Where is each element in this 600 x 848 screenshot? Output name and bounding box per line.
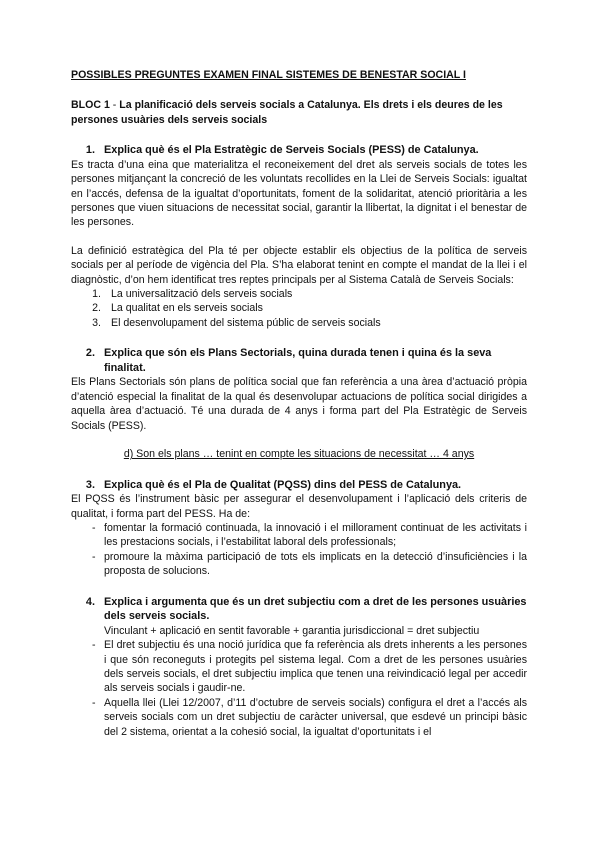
question-3-heading bbox=[71, 478, 527, 493]
document-page bbox=[71, 68, 527, 739]
list-item-text: promoure la màxima participació de tots els implicats en la detecció d’insuficiències i la proposta de solucions. bbox=[104, 550, 527, 578]
dash-bullet: - bbox=[92, 696, 96, 709]
list-item-text: La universalització dels serveis socials bbox=[111, 288, 293, 301]
question-1-number: 1. bbox=[85, 144, 95, 157]
question-2-heading bbox=[71, 346, 527, 375]
question-1-list bbox=[71, 287, 527, 330]
list-item bbox=[71, 287, 527, 301]
bloc-heading bbox=[71, 98, 527, 127]
dash-bullet: - bbox=[92, 639, 96, 652]
list-item-number: 1. bbox=[92, 288, 101, 301]
question-4-title: Explica i argumenta que és un dret subjectiu com a dret de les persones usuàries dels serveis socials. bbox=[104, 595, 527, 623]
question-3-list bbox=[71, 521, 527, 579]
list-item bbox=[71, 550, 527, 579]
dash-bullet: - bbox=[92, 521, 96, 534]
question-2-title: Explica que són els Plans Sectorials, quina durada tenen i quina és la seva finalitat. bbox=[104, 347, 492, 374]
question-4-heading bbox=[71, 595, 527, 624]
list-item-text: El desenvolupament del sistema públic de serveis socials bbox=[111, 316, 381, 329]
question-4-number: 4. bbox=[85, 595, 95, 608]
bloc-label: BLOC 1 bbox=[71, 99, 110, 112]
bloc-title: La planificació dels serveis socials a Catalunya. Els drets i els deures de les persones usuàries dels serveis socials bbox=[71, 99, 503, 126]
question-2-paragraph: Els Plans Sectorials són plans de política social que fan referència a una àrea d’actuació pròpia d’atenció especial la finalitat de la qual és desenvolupar actuacions de política social dirigides a aquella àrea d’actuació. Té una durada de 4 anys i forma part del Pla Estratègic de Serveis Socials (PESS). bbox=[71, 376, 527, 432]
list-item bbox=[71, 301, 527, 315]
question-1-paragraph-1: Es tracta d’una eina que materialitza el reconeixement del dret als serveis socials de totes les persones mitjançant la concreció de les voluntats recollides en la Llei de Serveis Socials: igualtat en l’accés, defensa de la igualtat d’oportunitats, foment de la solidaritat, atenció prioritària a les persones que viuen situacions de necessitat social, garantir la llibertat, la dignitat i el benestar de les persones. bbox=[71, 158, 527, 229]
question-3-title: Explica què és el Pla de Qualitat (PQSS) dins del PESS de Catalunya. bbox=[104, 478, 462, 491]
list-item bbox=[71, 316, 527, 330]
list-item-text: Aquella llei (Llei 12/2007, d’11 d’octubre de serveis socials) configura el dret a l’accés als serveis socials com un dret subjectiu de caràcter universal, que esdevé un principi bàsic del 2 sistema, orientat a la cohesió social, la igualtat d’oportunitats i el bbox=[104, 696, 527, 738]
list-item bbox=[71, 521, 527, 550]
question-1-heading bbox=[71, 143, 527, 158]
list-item-number: 3. bbox=[92, 316, 101, 329]
list-item bbox=[71, 638, 527, 696]
question-1-paragraph-2: La definició estratègica del Pla té per objecte establir els objectius de la política de serveis socials per al període de vigència del Pla. S’ha elaborat tenint en compte el mandat de la llei i el diagnòstic, d’on hem identificat tres reptes principals per al Sistema Català de Serveis Socials: bbox=[71, 244, 527, 286]
question-2-answer: d) Son els plans … tenint en compte les situacions de necessitat … 4 anys bbox=[123, 448, 475, 461]
list-item-text: La qualitat en els serveis socials bbox=[111, 302, 263, 315]
list-item-text: fomentar la formació continuada, la innovació i el millorament continuat de les activitats i les prestacions socials, i l’estabilitat laboral dels professionals; bbox=[104, 521, 527, 549]
question-3-number: 3. bbox=[85, 478, 95, 491]
list-item-text: El dret subjectiu és una noció jurídica que fa referència als drets inherents a les persones i que són reconeguts i protegits pel sistema legal. Com a dret de les persones usuàries dels serveis socials, el dret subjectiu implica que tenen una reivindicació legal per accedir als serveis socials i gaudir-ne. bbox=[104, 639, 527, 695]
question-2-number: 2. bbox=[85, 347, 95, 360]
question-3-paragraph: El PQSS és l’instrument bàsic per assegurar el desenvolupament i l’aplicació dels criteris de qualitat, i forma part del PESS. Ha de: bbox=[71, 493, 527, 520]
dash-bullet: - bbox=[92, 550, 96, 563]
list-item-number: 2. bbox=[92, 302, 101, 315]
question-4-formula: Vinculant + aplicació en sentit favorable + garantia jurisdiccional = dret subjectiu bbox=[104, 624, 480, 637]
list-item bbox=[71, 696, 527, 739]
question-4-list bbox=[71, 638, 527, 739]
bloc-separator: - bbox=[109, 99, 120, 112]
question-1-title: Explica què és el Pla Estratègic de Serveis Socials (PESS) de Catalunya. bbox=[104, 144, 479, 157]
document-title: POSSIBLES PREGUNTES EXAMEN FINAL SISTEMES DE BENESTAR SOCIAL I bbox=[71, 69, 466, 81]
